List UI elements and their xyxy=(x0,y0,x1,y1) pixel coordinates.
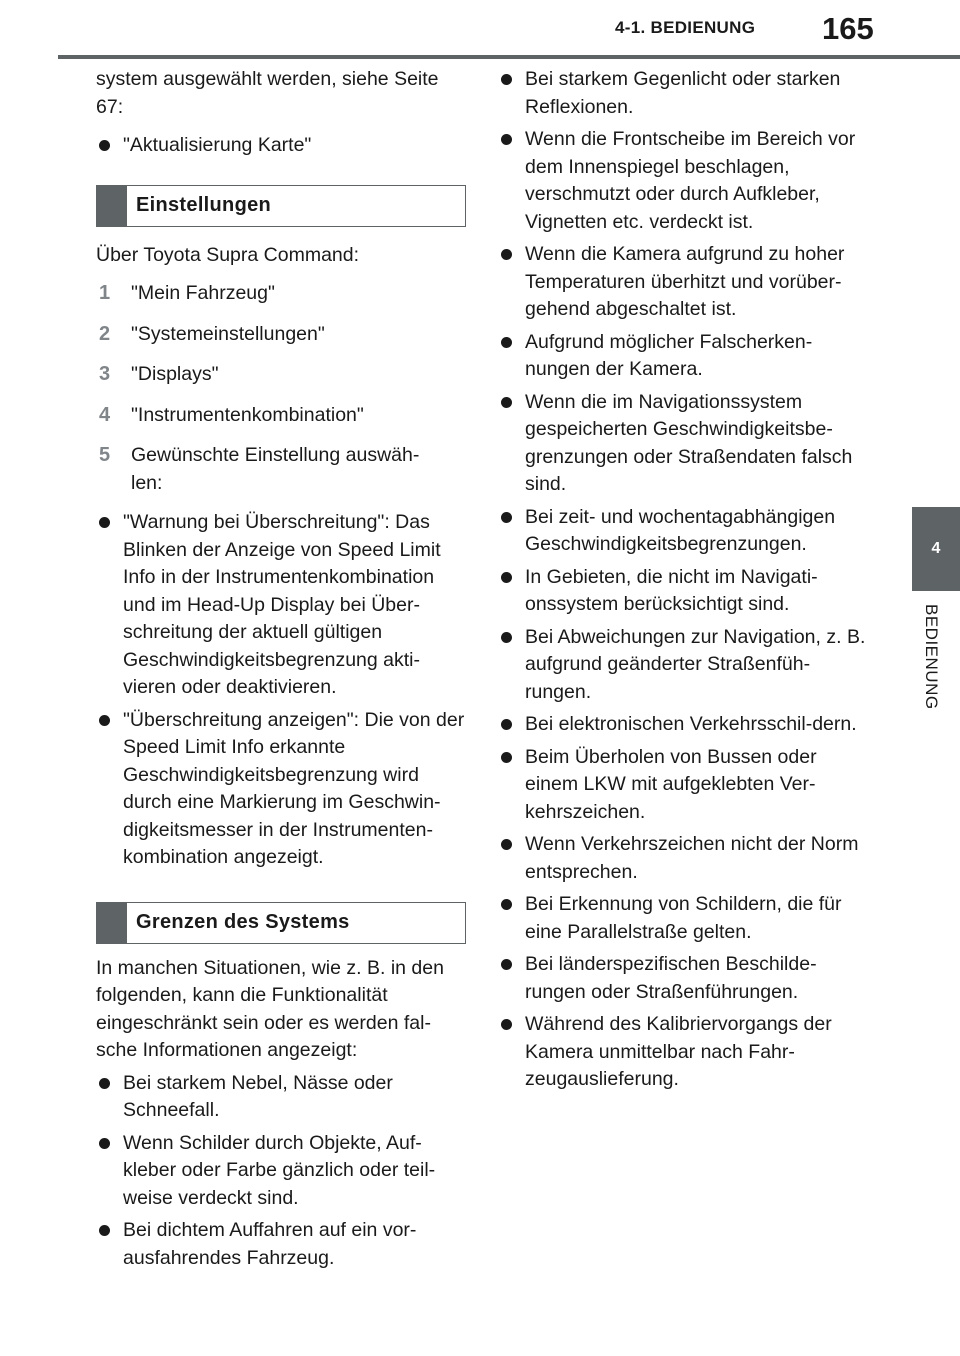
bullet-icon xyxy=(501,134,512,145)
step-item xyxy=(96,402,466,430)
list-item xyxy=(498,564,868,619)
list-item xyxy=(498,66,868,121)
step-item xyxy=(96,442,436,497)
bullet-icon xyxy=(501,719,512,730)
bullet-icon xyxy=(99,517,110,528)
list-item xyxy=(96,132,466,160)
list-item xyxy=(498,126,868,236)
list-item xyxy=(498,624,868,707)
list-item xyxy=(498,1011,868,1094)
list-item-text: Wenn die Kamera aufgrund zu hoher Temperaturen überhitzt und vorüber-gehend abgeschaltet ist. xyxy=(525,243,845,320)
list-item-text: Wenn Schilder durch Objekte, Auf-kleber oder Farbe gänzlich oder teil-weise verdeckt sind. xyxy=(123,1131,436,1209)
header-rule xyxy=(58,55,960,59)
step-text: "Systemeinstellungen" xyxy=(131,322,325,345)
list-item xyxy=(498,951,868,1006)
list-item-text: "Aktualisierung Karte" xyxy=(123,134,312,156)
bullet-icon xyxy=(501,899,512,910)
section-title: 4-1. BEDIENUNG xyxy=(615,18,756,37)
heading-text: Einstellungen xyxy=(136,193,272,216)
list-item-text: Bei Erkennung von Schildern, die für eine Parallelstraße gelten. xyxy=(525,893,842,943)
list-item-text: "Warnung bei Überschreitung": Das Blinken der Anzeige von Speed Limit Info in der Instrumentenkombination und im Head-Up Display bei Über-schreitung der aktuell gültigen Geschwindigkeitsbegrenzung akti-vieren oder deaktivieren. xyxy=(123,511,441,698)
bullet-icon xyxy=(501,1019,512,1030)
bullet-icon xyxy=(99,715,110,726)
list-item xyxy=(498,891,868,946)
list-item-text: Wenn die Frontscheibe im Bereich vor dem Innenspiegel beschlagen, verschmutzt oder durch Aufkleber, Vignetten etc. verdeckt ist. xyxy=(525,128,856,233)
list-item-text: Bei dichtem Auffahren auf ein vor-ausfahrendes Fahrzeug. xyxy=(123,1219,417,1269)
list-item-text: Bei zeit- und wochentagabhängigen Geschwindigkeitsbegrenzungen. xyxy=(525,505,836,555)
right-column xyxy=(498,66,868,1094)
list-item xyxy=(498,389,868,499)
list-item xyxy=(96,1130,466,1213)
list-item xyxy=(498,241,868,324)
list-item xyxy=(96,509,466,702)
list-item-text: Bei starkem Nebel, Nässe oder Schneefall. xyxy=(123,1071,393,1121)
bullet-icon xyxy=(501,839,512,850)
chapter-tab xyxy=(912,507,960,591)
list-item-text: Bei starkem Gegenlicht oder starken Reflexionen. xyxy=(525,68,841,118)
step-number: 3 xyxy=(99,363,111,385)
limits-intro-text: In manchen Situationen, wie z. B. in den folgenden, kann die Funktionalität eingeschränkt sein oder es werden fal-sche Informationen angezeigt: xyxy=(96,956,444,1061)
section-heading-einstellungen xyxy=(96,185,466,227)
list-item xyxy=(498,504,868,559)
bullet-icon xyxy=(99,1225,110,1236)
step-item xyxy=(96,361,466,389)
list-item-text: In Gebieten, die nicht im Navigati-onssystem berücksichtigt sind. xyxy=(525,565,818,615)
chapter-label: BEDIENUNG xyxy=(922,604,941,710)
list-item xyxy=(498,711,868,739)
chapter-number: 4 xyxy=(931,540,941,557)
bullet-icon xyxy=(501,512,512,523)
bullet-icon xyxy=(501,249,512,260)
list-item xyxy=(96,707,466,872)
section-heading-grenzen xyxy=(96,902,466,944)
step-text: "Displays" xyxy=(131,363,219,385)
bullet-icon xyxy=(501,572,512,583)
list-item-text: Während des Kalibriervorgangs der Kamera unmittelbar nach Fahr-zeugauslieferung. xyxy=(525,1013,832,1090)
list-item-text: Beim Überholen von Bussen oder einem LKW mit aufgeklebten Ver-kehrszeichen. xyxy=(525,745,817,823)
bullet-icon xyxy=(501,397,512,408)
left-column xyxy=(96,66,466,1272)
bullet-icon xyxy=(501,752,512,763)
list-item xyxy=(96,1070,466,1125)
list-item-text: Bei länderspezifischen Beschilde-rungen oder Straßenführungen. xyxy=(525,953,817,1003)
bullet-icon xyxy=(501,337,512,348)
step-number: 5 xyxy=(99,444,111,466)
bullet-icon xyxy=(99,1138,110,1149)
page-number: 165 xyxy=(822,11,874,46)
bullet-icon xyxy=(99,140,110,151)
list-item-text: Bei Abweichungen zur Navigation, z. B. aufgrund geänderter Straßenfüh-rungen. xyxy=(525,625,866,703)
list-item-text: "Überschreitung anzeigen": Die von der Speed Limit Info erkannte Geschwindigkeitsbegrenzung wird durch eine Markierung im Geschwin-digkeitsmesser in der Instrumenten-kombination angezeigt. xyxy=(123,708,465,868)
list-item-text: Wenn die im Navigationssystem gespeicherten Geschwindigkeitsbe-grenzungen oder Straßendaten falsch sind. xyxy=(525,390,853,495)
list-item xyxy=(498,329,868,384)
bullet-icon xyxy=(501,959,512,970)
step-number: 1 xyxy=(99,282,111,304)
heading-bar xyxy=(97,186,127,226)
bullet-icon xyxy=(99,1078,110,1089)
list-item-text: Bei elektronischen Verkehrsschil-dern. xyxy=(525,713,857,735)
step-text: "Mein Fahrzeug" xyxy=(131,282,275,304)
list-item-text: Wenn Verkehrszeichen nicht der Norm entsprechen. xyxy=(525,833,859,883)
step-text: Gewünschte Einstellung auswäh-len: xyxy=(131,444,420,494)
bullet-icon xyxy=(501,74,512,85)
list-item xyxy=(498,831,868,886)
step-number: 4 xyxy=(99,403,111,426)
step-item xyxy=(96,321,466,349)
step-text: "Instrumentenkombination" xyxy=(131,403,364,426)
step-number: 2 xyxy=(99,322,111,345)
bullet-icon xyxy=(501,632,512,643)
intro-text: system ausgewählt werden, siehe Seite 67: xyxy=(96,68,439,118)
list-item xyxy=(498,744,868,827)
heading-text: Grenzen des Systems xyxy=(136,910,350,933)
via-text: Über Toyota Supra Command: xyxy=(96,243,360,266)
heading-bar xyxy=(97,903,127,943)
step-item xyxy=(96,280,466,308)
list-item-text: Aufgrund möglicher Falscherken-nungen der Kamera. xyxy=(525,330,813,380)
list-item xyxy=(96,1217,466,1272)
